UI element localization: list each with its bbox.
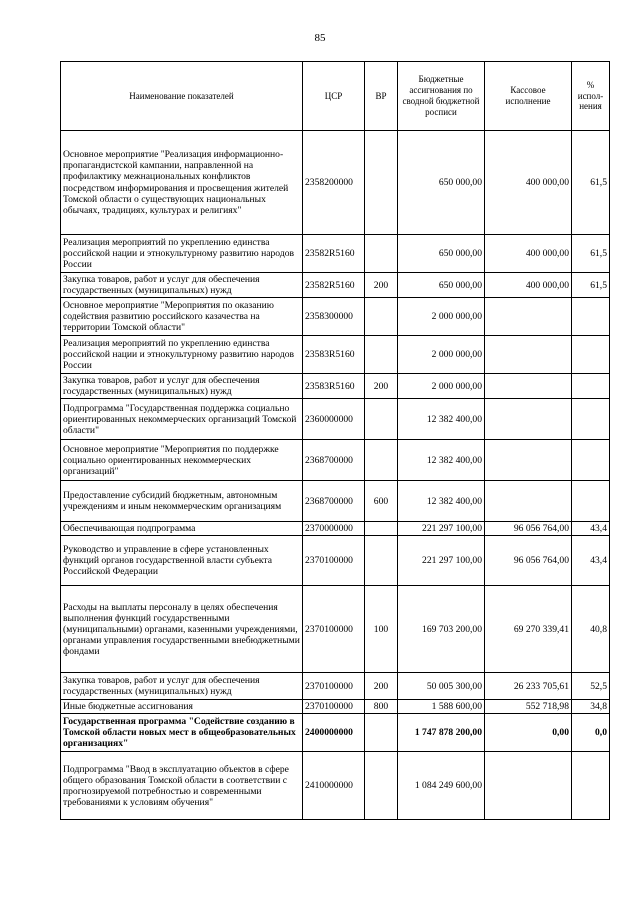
cell-pct: 0,0 [572,714,610,752]
cell-pct [572,481,610,522]
cell-name: Реализация мероприятий по укреплению единства российской нации и этнокультурному развитию народов России [61,235,303,273]
cell-pct: 34,8 [572,700,610,714]
cell-csr: 2400000000 [303,714,365,752]
table-row [61,714,610,752]
cell-pct [572,440,610,481]
cell-budget: 50 005 300,00 [398,673,485,700]
cell-name: Реализация мероприятий по укреплению единства российской нации и этнокультурному развитию народов России [61,336,303,374]
cell-budget: 650 000,00 [398,273,485,298]
cell-cash [485,374,572,399]
table-header-row [61,62,610,131]
cell-cash [485,298,572,336]
cell-csr: 2370100000 [303,586,365,673]
cell-pct [572,752,610,820]
cell-cash: 26 233 705,61 [485,673,572,700]
cell-vr [365,440,398,481]
cell-pct: 61,5 [572,131,610,235]
cell-budget: 12 382 400,00 [398,440,485,481]
cell-csr: 2370000000 [303,522,365,536]
cell-vr: 100 [365,586,398,673]
cell-name: Закупка товаров, работ и услуг для обеспечения государственных (муниципальных) нужд [61,273,303,298]
cell-pct: 43,4 [572,522,610,536]
cell-name: Закупка товаров, работ и услуг для обеспечения государственных (муниципальных) нужд [61,673,303,700]
header-csr: ЦСР [303,62,365,131]
cell-name: Расходы на выплаты персоналу в целях обеспечения выполнения функций государственными (муниципальными) органами, казенными учреждениями, органами управления государственными внебюджетными фондами [61,586,303,673]
cell-csr: 23582R5160 [303,273,365,298]
cell-budget: 221 297 100,00 [398,522,485,536]
cell-pct [572,298,610,336]
table-row [61,131,610,235]
cell-budget: 221 297 100,00 [398,536,485,586]
budget-execution-table [60,61,610,820]
cell-cash: 552 718,98 [485,700,572,714]
cell-vr [365,336,398,374]
cell-name: Руководство и управление в сфере установленных функций органов государственной власти субъекта Российской Федерации [61,536,303,586]
cell-csr: 2370100000 [303,700,365,714]
cell-cash: 96 056 764,00 [485,536,572,586]
table-row [61,440,610,481]
cell-vr [365,298,398,336]
cell-cash [485,399,572,440]
cell-cash: 400 000,00 [485,235,572,273]
cell-pct: 43,4 [572,536,610,586]
cell-name: Государственная программа "Содействие созданию в Томской области новых мест в общеобразовательных организациях" [61,714,303,752]
header-cash: Кассовое исполнение [485,62,572,131]
cell-pct [572,399,610,440]
cell-vr: 200 [365,673,398,700]
table-row [61,298,610,336]
cell-name: Иные бюджетные ассигнования [61,700,303,714]
table-row [61,235,610,273]
table-row [61,586,610,673]
table-row [61,481,610,522]
cell-cash [485,752,572,820]
cell-name: Основное мероприятие "Мероприятия по поддержке социально ориентированных некоммерческих организаций" [61,440,303,481]
header-budget: Бюджетные ассигнования по сводной бюджетной росписи [398,62,485,131]
table-row [61,399,610,440]
cell-vr [365,235,398,273]
cell-vr [365,714,398,752]
cell-csr: 2360000000 [303,399,365,440]
cell-cash: 0,00 [485,714,572,752]
cell-vr [365,752,398,820]
cell-pct: 40,8 [572,586,610,673]
cell-csr: 23583R5160 [303,336,365,374]
header-pct: % испол-нения [572,62,610,131]
cell-csr: 2368700000 [303,440,365,481]
cell-csr: 2370100000 [303,673,365,700]
cell-cash: 400 000,00 [485,273,572,298]
cell-budget: 169 703 200,00 [398,586,485,673]
table-row [61,522,610,536]
cell-budget: 12 382 400,00 [398,399,485,440]
cell-name: Подпрограмма "Ввод в эксплуатацию объектов в сфере общего образования Томской области в соответствии с прогнозируемой потребностью и современными требованиями к условиям обучения" [61,752,303,820]
cell-cash: 400 000,00 [485,131,572,235]
cell-cash: 69 270 339,41 [485,586,572,673]
cell-vr: 800 [365,700,398,714]
cell-name: Предоставление субсидий бюджетным, автономным учреждениям и иным некоммерческим организациям [61,481,303,522]
cell-cash [485,481,572,522]
cell-budget: 1 747 878 200,00 [398,714,485,752]
cell-name: Обеспечивающая подпрограмма [61,522,303,536]
cell-name: Основное мероприятие "Реализация информационно-пропагандистской кампании, направленной на профилактику межнациональных конфликтов посредством информирования и просвещения жителей Томской области о существующих национальных обычаях, традициях, культурах и религиях" [61,131,303,235]
cell-budget: 2 000 000,00 [398,336,485,374]
cell-csr: 23582R5160 [303,235,365,273]
cell-budget: 650 000,00 [398,131,485,235]
cell-cash [485,336,572,374]
cell-vr: 600 [365,481,398,522]
cell-pct: 61,5 [572,273,610,298]
cell-budget: 1 084 249 600,00 [398,752,485,820]
cell-budget: 2 000 000,00 [398,374,485,399]
table-row [61,336,610,374]
header-name: Наименование показателей [61,62,303,131]
cell-csr: 23583R5160 [303,374,365,399]
cell-vr [365,522,398,536]
cell-pct [572,374,610,399]
cell-budget: 1 588 600,00 [398,700,485,714]
cell-vr: 200 [365,374,398,399]
cell-budget: 12 382 400,00 [398,481,485,522]
cell-csr: 2370100000 [303,536,365,586]
cell-cash: 96 056 764,00 [485,522,572,536]
table-row [61,536,610,586]
cell-cash [485,440,572,481]
cell-csr: 2358200000 [303,131,365,235]
table-row [61,273,610,298]
cell-vr [365,131,398,235]
cell-vr [365,399,398,440]
cell-pct [572,336,610,374]
cell-vr: 200 [365,273,398,298]
cell-budget: 2 000 000,00 [398,298,485,336]
cell-pct: 52,5 [572,673,610,700]
table-row [61,374,610,399]
table-row [61,700,610,714]
cell-name: Основное мероприятие "Мероприятия по оказанию содействия развитию российского казачества на территории Томской области" [61,298,303,336]
table-row [61,673,610,700]
cell-vr [365,536,398,586]
cell-csr: 2368700000 [303,481,365,522]
cell-name: Подпрограмма "Государственная поддержка социально ориентированных некоммерческих организаций Томской области" [61,399,303,440]
page-number: 85 [314,32,326,44]
cell-pct: 61,5 [572,235,610,273]
cell-name: Закупка товаров, работ и услуг для обеспечения государственных (муниципальных) нужд [61,374,303,399]
table-row [61,752,610,820]
cell-csr: 2358300000 [303,298,365,336]
header-vr: ВР [365,62,398,131]
cell-csr: 2410000000 [303,752,365,820]
cell-budget: 650 000,00 [398,235,485,273]
